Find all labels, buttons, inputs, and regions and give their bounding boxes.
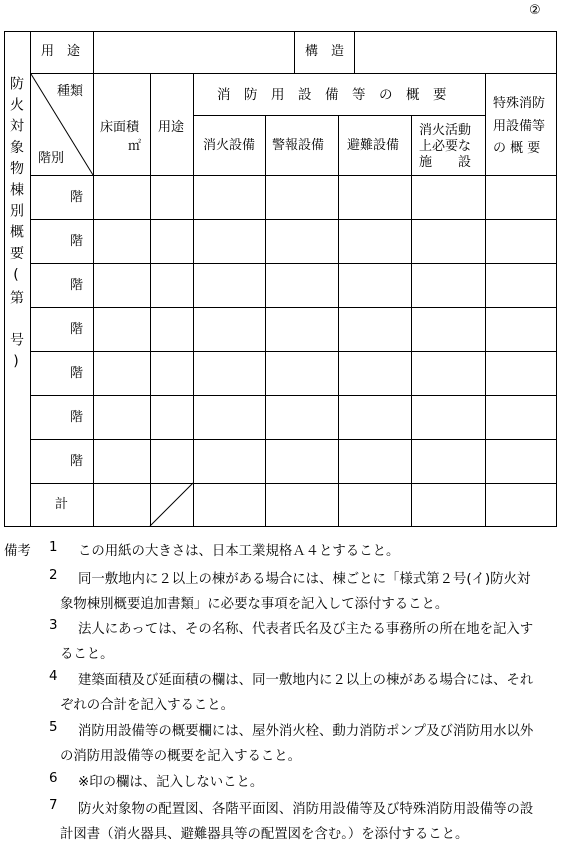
note-text-continued: の消防用設備等の概要を記入すること。 [60, 749, 302, 764]
floor-row-label: 階 [70, 234, 84, 249]
alarm-label: 警報設備 [272, 138, 325, 153]
use-label: 用 途 [41, 44, 81, 59]
floor-row-label: 階 [70, 278, 84, 293]
note-number: 2 [49, 568, 58, 583]
form-number: ② [529, 3, 541, 18]
special-equipment-label-1: 特殊消防 [493, 96, 546, 111]
note-number: 7 [49, 798, 58, 813]
floor-area-label: 床面積 [100, 120, 140, 135]
firefighting-label-1: 消火活動 [419, 123, 472, 138]
floor-area-unit: ㎡ [128, 139, 142, 154]
use-column-label: 用途 [158, 120, 185, 135]
note-number: 6 [49, 771, 58, 786]
note-number: 5 [49, 720, 58, 735]
note-text-continued: ぞれの合計を記入すること。 [60, 698, 235, 713]
note-text-continued: 象物棟別概要追加書類」に必要な事項を記入して添付すること。 [60, 597, 449, 612]
special-equipment-label-2: 用設備等 [493, 119, 546, 134]
special-equipment-label-3: の 概 要 [493, 141, 541, 156]
note-text: 消防用設備等の概要欄には、屋外消火栓、動力消防ポンプ及び消防用水以外 [78, 724, 534, 739]
total-label: 計 [55, 497, 69, 512]
table-title: 防火対象物棟別概要(第 号) [8, 76, 24, 377]
note-text: 防火対象物の配置図、各階平面図、消防用設備等及び特殊消防用設備等の設 [78, 802, 534, 817]
floor-row-label: 階 [70, 322, 84, 337]
firefighting-label-2: 上必要な [419, 139, 472, 154]
note-text-continued: 計図書（消火器具、避難器具等の配置図を含む。）を添付すること。 [60, 827, 469, 842]
note-text: 建築面積及び延面積の欄は、同一敷地内に２以上の棟がある場合には、それ [78, 673, 534, 688]
note-number: 4 [49, 669, 58, 684]
note-text-continued: ること。 [60, 647, 114, 662]
note-number: 1 [49, 540, 58, 555]
notes-label: 備考 [4, 544, 31, 559]
note-number: 3 [49, 618, 58, 633]
note-text: ※印の欄は、記入しないこと。 [78, 775, 264, 790]
floor-row-label: 階 [70, 190, 84, 205]
evacuation-label: 避難設備 [347, 138, 400, 153]
note-text: 同一敷地内に２以上の棟がある場合には、棟ごとに「様式第２号(イ)防火対 [78, 572, 531, 587]
structure-label: 構 造 [305, 44, 345, 59]
floor-row-label: 階 [70, 454, 84, 469]
firefighting-label-3: 施 設 [419, 155, 472, 170]
note-text: 法人にあっては、その名称、代表者氏名及び主たる事務所の所在地を記入す [78, 622, 534, 637]
note-text: この用紙の大きさは、日本工業規格Ａ４とすること。 [78, 544, 400, 559]
floor-row-label: 階 [70, 410, 84, 425]
floor-label: 階別 [38, 151, 65, 166]
fire-equipment-summary-label: 消 防 用 設 備 等 の 概 要 [217, 87, 447, 103]
extinguishing-label: 消火設備 [203, 138, 256, 153]
kind-label: 種類 [57, 84, 84, 99]
floor-row-label: 階 [70, 366, 84, 381]
